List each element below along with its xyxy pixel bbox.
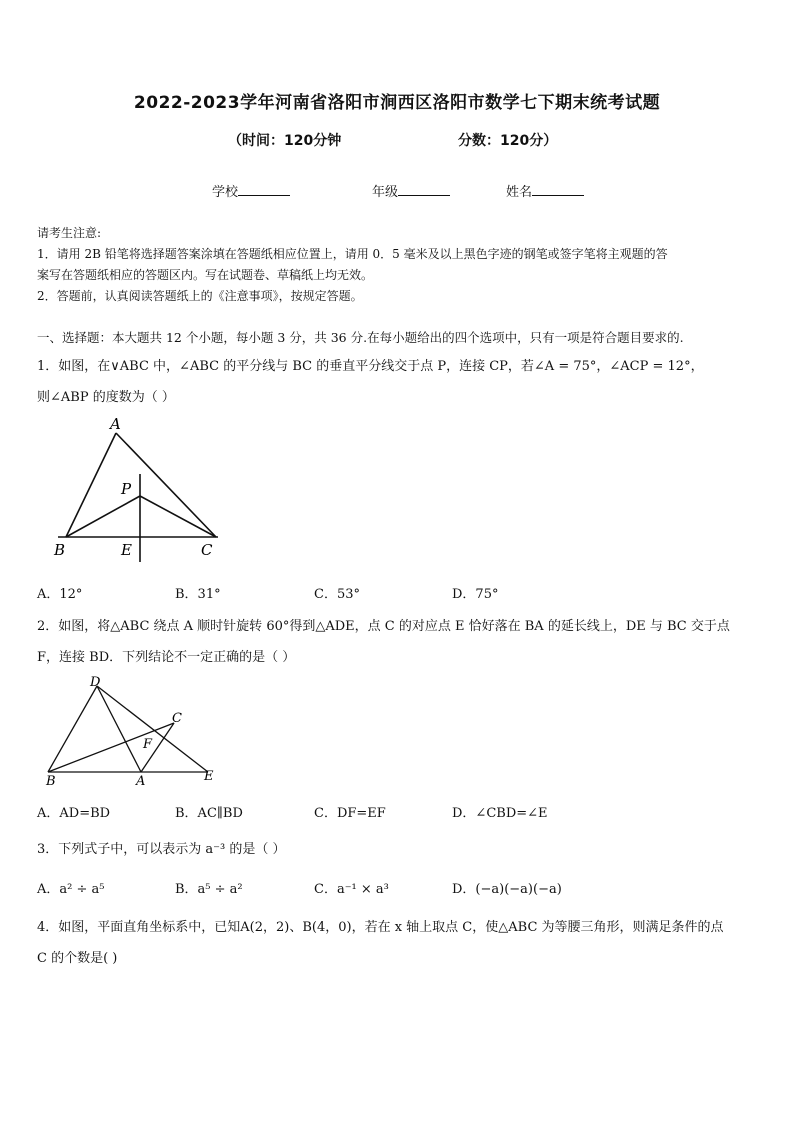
q2-figure [38,672,223,790]
q2-line-2: F，连接 BD．下列结论不一定正确的是（ ） [37,650,296,665]
q3-option-b[interactable]: B．a⁵ ÷ a² [175,882,243,897]
q2-label-f: F [143,737,153,752]
exam-score: 分数：120分） [458,133,558,149]
q3-option-a[interactable]: A．a² ÷ a⁵ [37,882,105,897]
q3-option-d[interactable]: D．(−a)(−a)(−a) [452,882,562,897]
q2-segment-de [97,686,208,772]
school-field [212,181,290,200]
q1-line-2: 则∠ABP 的度数为（ ） [37,390,175,405]
q2-label-c: C [172,711,182,726]
q1-label-a: A [110,415,121,433]
section-1-heading: 一、选择题：本大题共 12 个小题，每小题 3 分，共 36 分.在每小题给出的四个选项中，只有一项是符合题目要求的. [37,330,684,345]
q1-segment-bp [66,496,140,537]
q3-option-c[interactable]: C．a⁻¹ × a³ [314,882,389,897]
q1-figure [50,412,230,567]
q2-option-a[interactable]: A．AD=BD [37,806,111,821]
notice-line-2: 2．答题前，认真阅读答题纸上的《注意事项》，按规定答题。 [37,289,363,303]
grade-label: 年级 [372,185,399,200]
school-blank [238,183,290,196]
q1-option-b[interactable]: B．31° [175,587,221,602]
q2-label-a: A [136,774,146,789]
q1-option-c[interactable]: C．53° [314,587,360,602]
page-title: 2022-2023学年河南省洛阳市涧西区洛阳市数学七下期末统考试题 [133,93,661,113]
q2-option-b[interactable]: B．AC∥BD [175,806,243,821]
name-label: 姓名 [506,185,533,200]
q4-line-1: 4．如图，平面直角坐标系中，已知A(2，2)、B(4，0)，若在 x 轴上取点 C，使△ABC 为等腰三角形，则满足条件的点 [37,920,724,935]
q1-option-a[interactable]: A．12° [37,587,83,602]
grade-blank [398,183,450,196]
q2-label-d: D [90,675,101,690]
q1-label-e: E [121,541,132,559]
q1-option-d[interactable]: D．75° [452,587,499,602]
q1-segment-pc [140,496,216,537]
grade-field [372,181,450,200]
q2-option-c[interactable]: C．DF=EF [314,806,386,821]
name-blank [532,183,584,196]
q1-label-p: P [121,480,132,498]
q1-side-ab [66,433,116,537]
school-label: 学校 [212,185,239,200]
notice-line-1: 1．请用 2B 铅笔将选择题答案涂填在答题纸相应位置上，请用 0．5 毫米及以上黑色字迹的钢笔或签字笔将主观题的答 [37,247,668,261]
q1-label-b: B [54,541,66,559]
q1-line-1: 1．如图，在∨ABC 中，∠ABC 的平分线与 BC 的垂直平分线交于点 P，连接 CP，若∠A = 75°，∠ACP = 12°， [37,359,704,374]
q1-label-c: C [201,541,213,559]
notice-heading: 请考生注意: [37,226,102,240]
exam-time: （时间：120分钟 [228,133,342,149]
q2-segment-db [48,686,97,772]
name-field [506,181,584,200]
notice-line-1b: 案写在答题纸相应的答题区内。写在试题卷、草稿纸上均无效。 [37,268,374,282]
q2-segment-bc [48,723,174,772]
q2-label-b: B [46,774,56,789]
q2-segment-da [97,686,141,772]
q4-line-2: C 的个数是( ) [37,951,118,966]
q3-text: 3．下列式子中，可以表示为 a⁻³ 的是（ ） [37,842,286,857]
q2-label-e: E [204,769,214,784]
q2-option-d[interactable]: D．∠CBD=∠E [452,806,548,821]
q2-line-1: 2．如图，将△ABC 绕点 A 顺时针旋转 60°得到△ADE，点 C 的对应点 E 恰好落在 BA 的延长线上，DE 与 BC 交于点 [37,619,730,634]
